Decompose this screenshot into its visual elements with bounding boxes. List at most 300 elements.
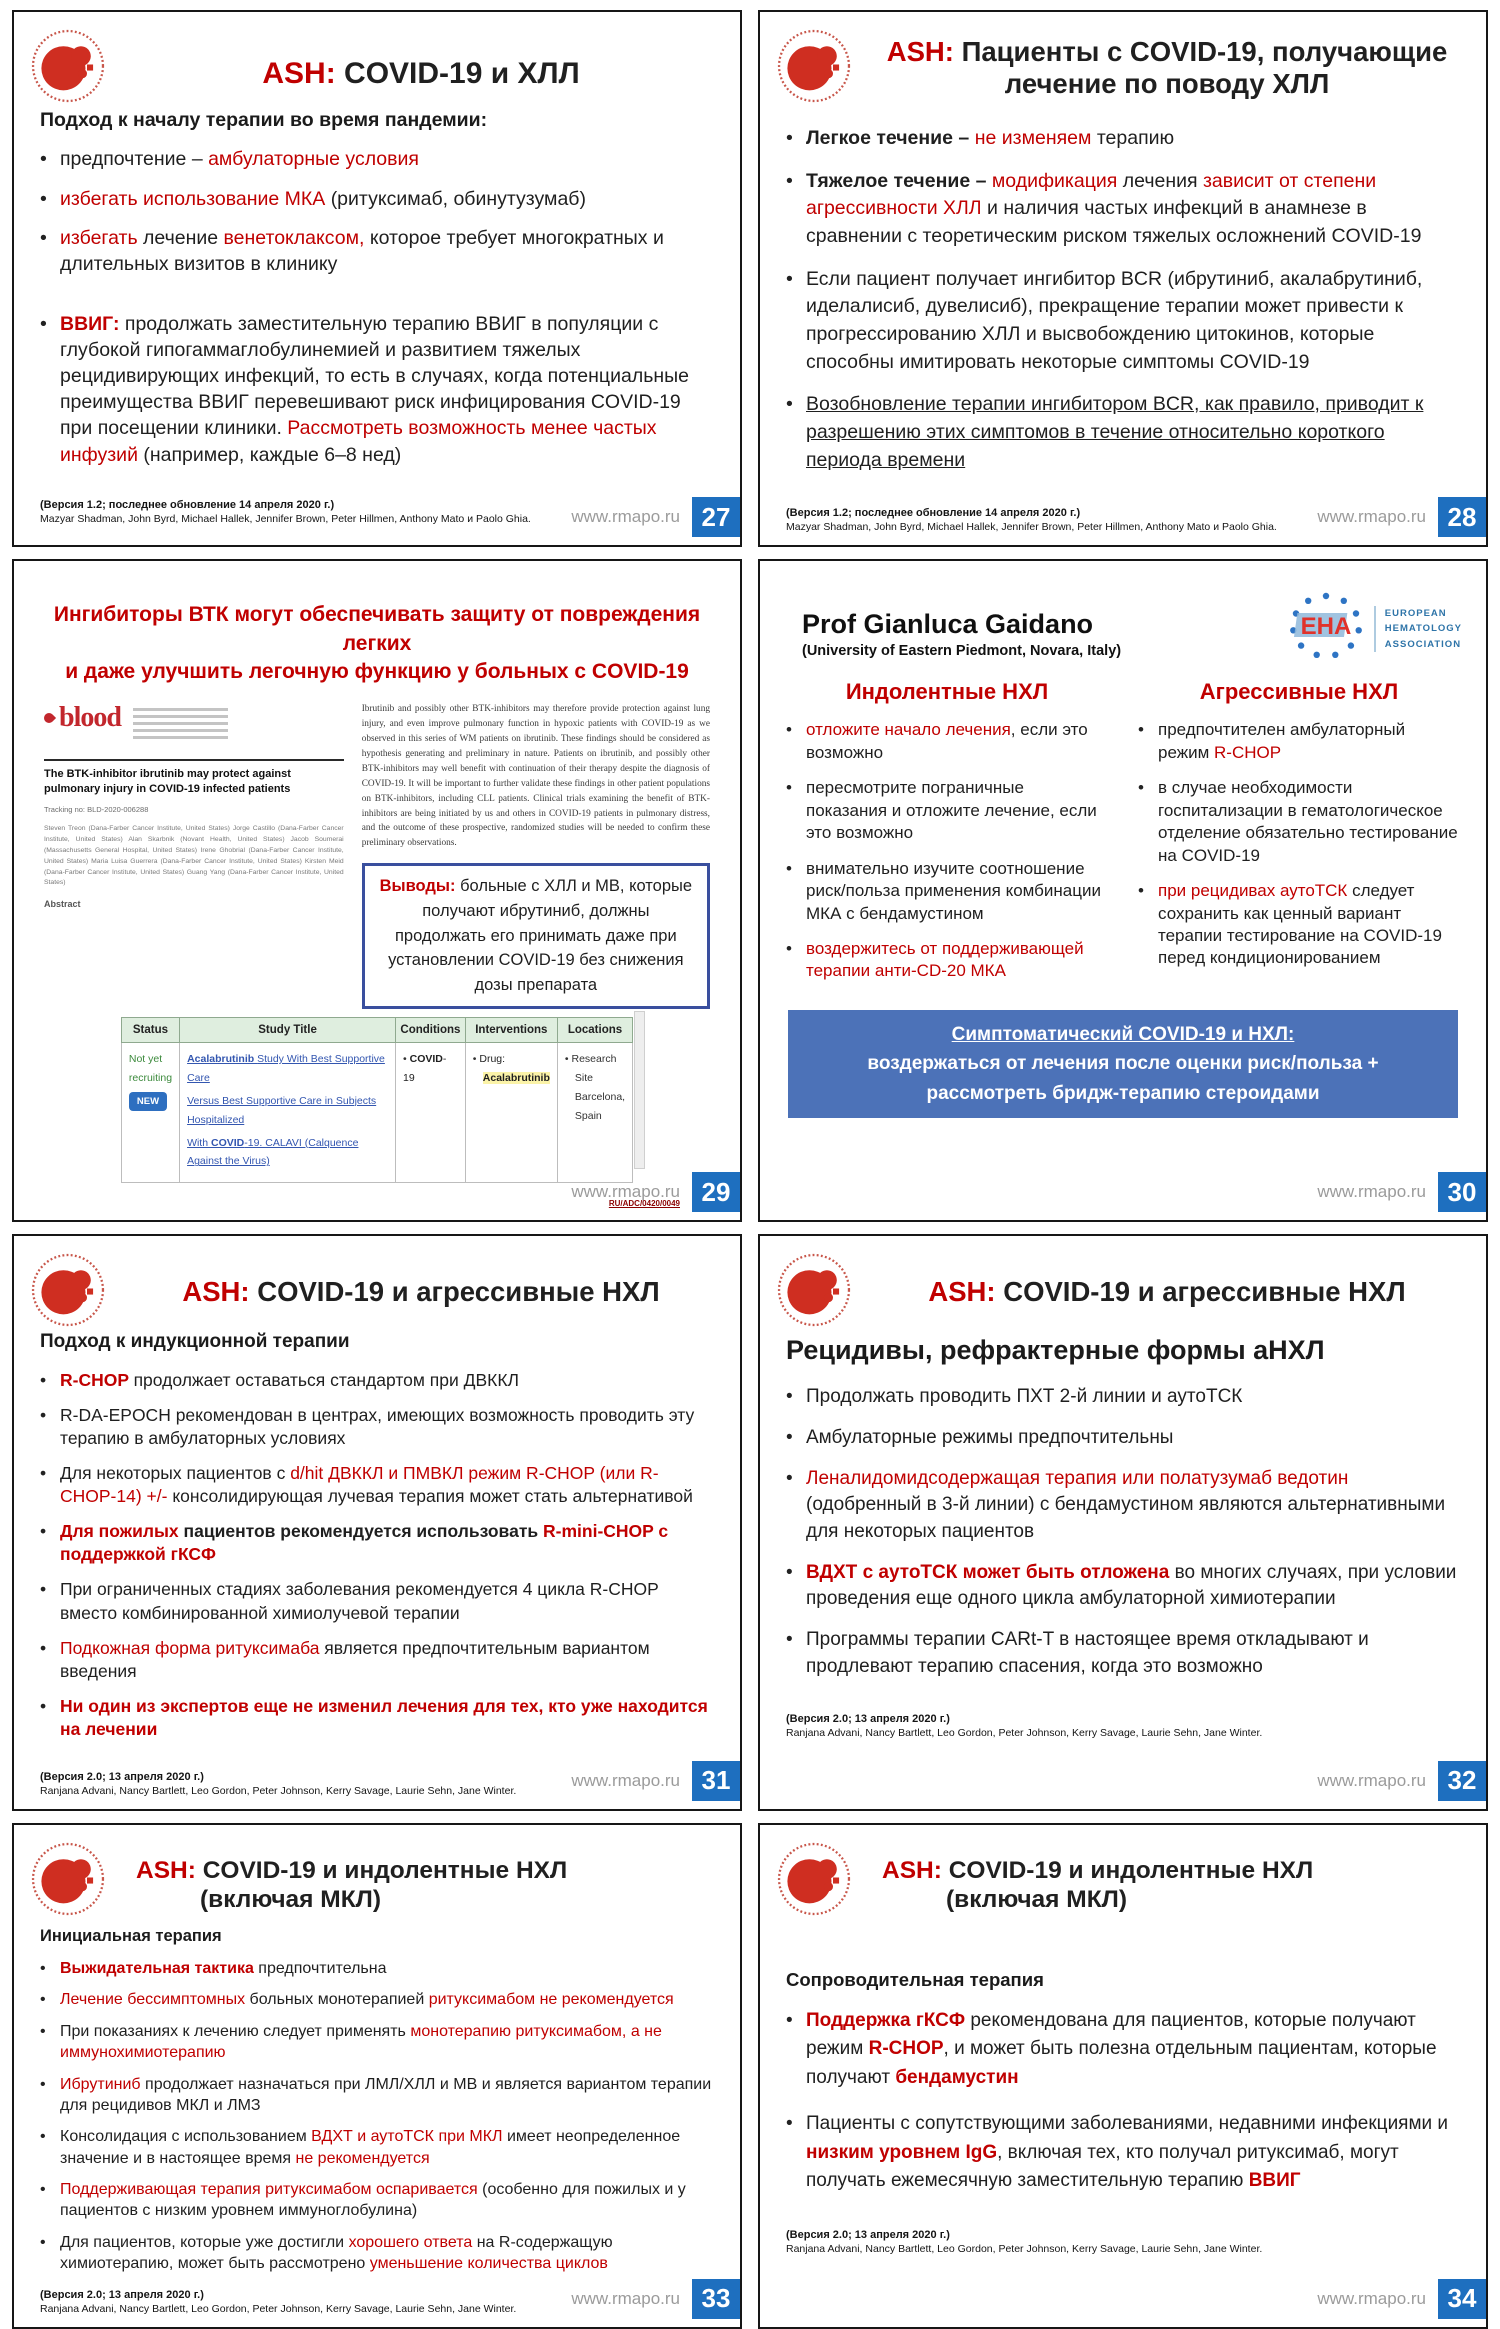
slide-34 (758, 1823, 1488, 2329)
bullet-item (40, 1578, 714, 1624)
blood-logo-word: blood (59, 702, 121, 734)
text-run: консолидирующая лучевая терапия может стать альтернативой (172, 1486, 693, 1507)
text-run: , если это возможно (806, 720, 1088, 762)
section-heading: Инициальная терапия (40, 1926, 222, 1945)
text-run: R-CHOP (1214, 742, 1282, 762)
bullet-text (60, 2021, 714, 2063)
text-run: , включая тех, кто получал ритуксимаб, могут получать ежемесячную заместительную терапию (806, 2141, 1399, 2192)
ash-prefix: ASH: (136, 1856, 203, 1884)
text-run: COVID (210, 1136, 245, 1149)
text-run: продолжает оставаться стандартом при ДВККЛ (133, 1369, 520, 1390)
slide-footer (571, 2279, 740, 2319)
bullet-text (60, 1520, 714, 1566)
bullet-marker: • (1138, 881, 1144, 901)
bullet-marker: • (786, 2009, 793, 2031)
bullet-item (786, 1627, 1460, 1679)
text-run: R-DA-EPOCH рекомендован в центрах, имеющих возможность проводить эту терапию в амбулаторных условиях (60, 1404, 695, 1448)
authors-line: Mazyar Shadman, John Byrd, Michael Hallek, Jennifer Brown, Peter Hillmen, Anthony Mato и Paolo Ghia. (40, 512, 531, 525)
section-heading: Сопроводительная терапия (786, 1968, 1044, 1990)
trial-table-head (121, 1017, 632, 1042)
bullet-marker: • (40, 1991, 46, 2009)
ash-prefix: ASH: (928, 1276, 1004, 1308)
bullet-marker: • (786, 169, 793, 192)
text-run: Консолидация с использованием (60, 2128, 312, 2146)
slide-footer (1317, 497, 1486, 537)
text-run: (одобренный в 3-й линии) с бендамустином являются альтернативными для некоторых пациентов (806, 1494, 1446, 1542)
indolent-column (786, 679, 1108, 995)
slide-title (882, 1857, 1460, 1915)
footer-url-link[interactable]: www.rmapo.ru (1317, 2288, 1426, 2308)
bullet-item (40, 2232, 714, 2274)
bullet-text (60, 1695, 714, 1741)
address-line-bar (133, 729, 228, 732)
text-run: Рассмотреть возможность менее частых инфузий (60, 417, 657, 466)
text-run: бендамустин (895, 2066, 1019, 2088)
bullet-item (40, 1520, 714, 1566)
bullet-marker: • (786, 393, 793, 416)
footer-url-link[interactable]: www.rmapo.ru (1317, 507, 1426, 527)
bullet-list (786, 1384, 1460, 1695)
eha-logo-graphic (1287, 587, 1365, 665)
bullet-marker: • (40, 1959, 46, 1977)
text-run: в случае необходимости госпитализации в гематологическое отделение обязательно тестирование на COVID-19 (1158, 778, 1458, 865)
bullet-item (786, 938, 1108, 983)
text-run: является предпочтительным вариантом введения (60, 1637, 650, 1681)
article-abstract-label: Abstract (44, 899, 81, 910)
bullet-marker: • (786, 1561, 793, 1583)
bullet-text (60, 1958, 714, 1979)
text-run: ВДХТ и аутоТСК при МКЛ (311, 2128, 507, 2146)
slide-27 (12, 10, 742, 547)
section-heading: Подход к индукционной терапии (40, 1330, 350, 1352)
slide-30 (758, 559, 1488, 1222)
ash-logo-icon (30, 1252, 106, 1328)
bullet-text (806, 938, 1108, 983)
bullet-item (40, 1462, 714, 1508)
bullet-text (60, 225, 714, 277)
journal-right-column (362, 702, 710, 1009)
text-run: Study With Best Supportive Care (187, 1052, 385, 1084)
interventions-value (473, 1069, 550, 1088)
bullet-marker: • (786, 938, 792, 958)
bullet-item (786, 858, 1108, 925)
text-run: Ни один из экспертов еще не изменил лечения для тех, кто уже находится на лечении (60, 1695, 708, 1739)
slide-title (128, 56, 714, 91)
column-heading: Агрессивные НХЛ (1199, 679, 1399, 705)
trial-table-body (121, 1042, 632, 1182)
slide-32 (758, 1234, 1488, 1811)
trial-column-header: Study Title (180, 1017, 396, 1042)
eha-text-line: HEMATOLOGY (1384, 623, 1462, 635)
text-run: Для пациентов, которые уже достигли (60, 2233, 349, 2251)
text-run: больные с ХЛЛ и МВ, которые получают ибрутиниб, должны продолжать его принимать даже при установлении COVID-19 без снижения дозы препарата (388, 877, 693, 995)
text-run: пересмотрите пограничные показания и отложите лечение, если это возможно (806, 778, 1097, 843)
bullet-text (1158, 777, 1460, 867)
text-run: отложите начало лечения (806, 720, 1011, 740)
text-run: Ибрутиниб (60, 2075, 146, 2093)
text-run: R-CHOP (60, 1369, 134, 1390)
bullet-item (786, 266, 1460, 377)
address-line-bar (133, 736, 228, 739)
version-line: (Версия 1.2; последнее обновление 14 апреля 2020 г.) (786, 507, 1081, 520)
text-run: , и может быть полезна отдельным пациентам, которые получают (806, 2038, 1437, 2088)
text-run: рекомендована для пациентов, которые получают режим (806, 2009, 1416, 2060)
section-heading: Подход к началу терапии во время пандемии: (40, 109, 488, 132)
trial-status-cell (121, 1042, 179, 1182)
bullet-text (60, 1578, 714, 1624)
bullet-item (786, 1560, 1460, 1612)
bullet-item (786, 1466, 1460, 1545)
bullet-item (786, 391, 1460, 474)
text-run: (например, каждые 6–8 нед) (143, 443, 402, 466)
ash-prefix: ASH: (886, 36, 962, 67)
bullet-text (806, 1466, 1460, 1545)
bullet-list (1138, 719, 1460, 969)
text-run: R-CHOP (868, 2038, 944, 2060)
study-title-link[interactable] (187, 1092, 388, 1130)
study-title-link[interactable] (187, 1050, 388, 1088)
banner-line: рассмотреть бридж-терапию стероидами (926, 1082, 1320, 1104)
text-run: Возобновление терапии ингибитором BCR, как правило, приводит к разрешению этих симптомов в течение относительно короткого периода времени (806, 393, 1424, 471)
bullet-text (806, 719, 1108, 764)
text-run: больных монотерапией (249, 1991, 429, 2009)
speaker-name: Prof Gianluca Gaidano (802, 609, 1094, 640)
bullet-marker: • (786, 720, 792, 740)
page-number-badge: 31 (692, 1761, 740, 1801)
bullet-list (786, 125, 1460, 490)
bullet-item (40, 1989, 714, 2010)
bullet-marker: • (40, 2128, 46, 2146)
text-run: зависит от степени агрессивности ХЛЛ (806, 169, 1377, 220)
text-run: Выжидательная тактика (60, 1959, 259, 1977)
text-run: R-mini-CHOP с поддержкой гКСФ (60, 1521, 669, 1565)
blood-journal-logo (44, 702, 121, 734)
ash-logo-graphic (776, 28, 852, 104)
text-run: модификация (991, 169, 1123, 192)
bullet-marker: • (1138, 778, 1144, 798)
text-run: Тяжелое течение – (806, 169, 992, 192)
slide-footer (1317, 2279, 1486, 2319)
text-run: При ограниченных стадиях заболевания рекомендуется 4 цикла R-CHOP вместо комбинированной химиолучевой терапии (60, 1579, 659, 1623)
bullet-item (1138, 880, 1460, 970)
address-line-bar (133, 722, 228, 725)
bullet-item (40, 1958, 714, 1979)
slide-footer (571, 1761, 740, 1801)
bullet-text (60, 311, 714, 468)
text-run: во многих случаях, при условии проведения еще одного цикла амбулаторной химиотерапии (806, 1561, 1457, 1610)
slide-33 (12, 1823, 742, 2329)
bullet-marker: • (40, 312, 47, 335)
text-run: Лечение бессимптомных (60, 1991, 250, 2009)
bullet-text (806, 266, 1460, 377)
slide-title-line (874, 1276, 1460, 1308)
slide-footer (571, 497, 740, 537)
locations-text: • Research (564, 1052, 617, 1065)
bullet-list (40, 1958, 714, 2285)
column-heading: Индолентные НХЛ (845, 679, 1049, 705)
bullet-marker: • (786, 2113, 793, 2135)
bullet-text (806, 777, 1108, 844)
bullet-marker: • (40, 2233, 46, 2251)
text-run: воздержитесь от поддерживающей терапии анти-CD-20 МКА (806, 938, 1084, 981)
text-run: Если пациент получает ингибитор BCR (ибрутиниб, акалабрутиниб, иделалисиб, дувелисиб), прекращение терапии может привести к прогрессированию ХЛЛ и высвобождению цитокинов, которые способны имитировать некоторые симптомы COVID-19 (806, 267, 1423, 373)
text-run: уменьшение количества циклов (369, 2254, 608, 2272)
text-run: ВДХТ с аутоТСК может быть отложена (806, 1561, 1175, 1583)
slide-title (128, 1276, 714, 1308)
text-run: не рекомендуется (295, 2149, 430, 2167)
ash-logo-graphic (776, 1841, 852, 1917)
trial-interventions-cell (465, 1042, 557, 1182)
ash-logo-icon (30, 28, 106, 104)
bullet-item (1138, 719, 1460, 764)
text-run: -19 (403, 1052, 447, 1084)
journal-screenshot (44, 702, 710, 1009)
text-run: COVID (409, 1052, 443, 1065)
slide-title-line (128, 1276, 714, 1308)
bullet-text (806, 2110, 1460, 2196)
text-run: ВВИГ: (60, 312, 125, 335)
text-run: -19. CALAVI (Calquence Against the Virus) (187, 1136, 359, 1168)
bullet-item (40, 1404, 714, 1450)
text-run: продолжать заместительную терапию ВВИГ в популяции с глубокой гипогаммаглобулинемией и развитием тяжелых рецидивирующих инфекций, то есть в случаях, когда потенциальные преимущества ВВИГ перевешивают риск инфицирования COVID-19 при посещении клиники. (60, 312, 689, 440)
bullet-text (60, 1637, 714, 1683)
footer-url-link[interactable]: www.rmapo.ru (1317, 1182, 1426, 1202)
bullet-marker: • (40, 1637, 47, 1658)
speaker-affiliation: (University of Eastern Piedmont, Novara, Italy) (802, 643, 1122, 660)
bullet-text (806, 391, 1460, 474)
bullet-text (60, 1462, 714, 1508)
text-run: лечения (1122, 169, 1203, 192)
text-run: Поддерживающая терапия ритуксимабом оспаривается (60, 2181, 483, 2199)
bullet-item (40, 1695, 714, 1741)
ash-logo-icon (30, 1841, 106, 1917)
clinical-trial-table (121, 1017, 633, 1183)
title-text: COVID-19 и индолентные НХЛ (202, 1856, 568, 1884)
text-run: Для некоторых пациентов с (60, 1463, 291, 1484)
article-authors-blob: Steven Treon (Dana-Farber Cancer Institute, United States) Jorge Castillo (Dana-Farber Cancer Institute, United States) Alan Skarbnik (Novant Health, United States) Jacob Soumerai (Massachusetts General Hospital, United States) Irene Ghobrial (Dana-Farber Cancer Institute, United States) Maria Luisa Guerrera (Dana-Farber Cancer Institute, United States) Kirsten Meid (Dana-Farber Cancer Institute, United States) Guang Yang (Dana-Farber Cancer Institute, United States) (44, 825, 344, 887)
bullet-text (60, 146, 714, 172)
bullet-text (806, 858, 1108, 925)
slide-title-line: (включая МКЛ) (200, 1885, 381, 1913)
text-run: (ритуксимаб, обинутузумаб) (330, 187, 586, 210)
trial-column-header: Interventions (465, 1017, 557, 1042)
bullet-marker: • (40, 187, 47, 210)
address-line-bar (133, 715, 228, 718)
ash-logo-graphic (30, 1841, 106, 1917)
bullet-item (40, 2126, 714, 2168)
text-run: Леналидомидсодержащая терапия или полатузумаб ведотин (806, 1468, 1349, 1490)
authors-line: Ranjana Advani, Nancy Bartlett, Leo Gordon, Peter Johnson, Kerry Savage, Laurie Sehn, Jane Winter. (40, 2302, 517, 2315)
trial-header-row (121, 1017, 632, 1042)
banner-line: воздержаться от лечения после оценки риск/польза + (867, 1053, 1379, 1075)
banner-line: Симптоматический COVID-19 и НХЛ: (951, 1023, 1295, 1045)
slide-title-line: и даже улучшить легочную функцию у больных с COVID-19 (65, 660, 689, 684)
bullet-item (40, 225, 714, 277)
bullet-item (786, 1425, 1460, 1451)
text-run: имеет неопределенное значение и в настоящее время (60, 2128, 681, 2167)
conditions-text: • COVID-19 (403, 1052, 447, 1084)
article-headline: The BTK-inhibitor ibrutinib may protect against pulmonary injury in COVID-19 infected patients (44, 759, 344, 796)
text-run: Для пожилых (60, 1521, 184, 1542)
text-run: внимательно изучите соотношение риск/польза применения комбинации МКА с бендамустином (806, 858, 1101, 923)
credits-block (786, 2229, 1460, 2255)
text-run: хорошего ответа (348, 2233, 477, 2251)
ash-prefix: ASH: (262, 57, 345, 90)
page-number-badge: 34 (1438, 2279, 1486, 2319)
footer-url-link[interactable]: www.rmapo.ru (571, 507, 680, 527)
bullet-item (786, 125, 1460, 153)
slide-title (40, 601, 714, 686)
eha-logo-text (1374, 606, 1462, 652)
title-text: COVID-19 и индолентные НХЛ (948, 1856, 1314, 1884)
title-text: COVID-19 и агрессивные НХЛ (1003, 1276, 1406, 1308)
footer-url-link[interactable]: www.rmapo.ru (571, 1770, 680, 1790)
trial-column-header: Status (121, 1017, 179, 1042)
page-number-badge: 30 (1438, 1172, 1486, 1212)
authors-line: Ranjana Advani, Nancy Bartlett, Leo Gordon, Peter Johnson, Kerry Savage, Laurie Sehn, Jane Winter. (786, 1726, 1263, 1739)
title-text: COVID-19 и агрессивные НХЛ (257, 1276, 660, 1308)
text-run: Продолжать проводить ПХТ 2-й линии и аутоТСК (806, 1385, 1243, 1407)
bullet-text (806, 1425, 1460, 1451)
bullet-item (786, 777, 1108, 844)
text-run: продолжает назначаться при ЛМЛ/ХЛЛ и МВ и является вариантом терапии для рецидивов МКЛ и ЛМЗ (60, 2075, 712, 2114)
slide-title (136, 1857, 714, 1915)
bullet-text (806, 125, 1460, 153)
locations-text: Barcelona, (574, 1090, 626, 1103)
bullet-marker: • (1138, 720, 1144, 740)
text-run: и наличия частых инфекций в анамнезе в сравнении с теоретическим риском тяжелых осложнений COVID-19 (806, 197, 1422, 247)
ash-logo-graphic (776, 1252, 852, 1328)
ash-prefix: ASH: (182, 1276, 258, 1308)
bullet-marker: • (40, 1369, 47, 1390)
text-run: Acalabrutinib (187, 1052, 258, 1065)
article-body-text: Ibrutinib and possibly other BTK-inhibitors may therefore provide protection against lung injury, and even improve pulmonary function in hypoxic patients with COVID-19 as we observed in this series of WM patients on ibrutinib. These findings should be considered as hypothesis generating and preliminary in nature. Patients on ibrutinib, and possibly other BTK-inhibitors may well benefit with continuation of their therapy despite the diagnosis of COVID-19. It will be important to further validate these findings in other patient populations on BTK-inhibitors, including CLL patients. Clinical trials examining the benefit of BTK-inhibitors are being initiated by us and others in COVID-19 patients in pulmonary distress, and the outcome of these prospective, randomized studies will be needed to confirm these preliminary observations. (361, 704, 710, 849)
bullet-text (806, 2007, 1460, 2093)
text-run: Acalabrutinib (482, 1071, 550, 1084)
authors-line: Ranjana Advani, Nancy Bartlett, Leo Gordon, Peter Johnson, Kerry Savage, Laurie Sehn, Jane Winter. (786, 2242, 1263, 2255)
bullet-marker: • (40, 2181, 46, 2199)
bullet-item (40, 146, 714, 172)
study-title-link[interactable] (187, 1134, 388, 1172)
footer-url-link[interactable]: www.rmapo.ru (571, 2288, 680, 2308)
text-run: ВВИГ (1248, 2170, 1301, 2192)
bullet-marker: • (786, 126, 793, 149)
credits-block (786, 1713, 1460, 1739)
page-number-badge: 29 (692, 1172, 740, 1212)
text-run: ритуксимабом не рекомендуется (428, 1991, 674, 2009)
text-run: d/hit ДВККЛ и ПМВКЛ режим R-CHOP (или R-CHOP-14) +/- (60, 1463, 659, 1507)
authors-line: Mazyar Shadman, John Byrd, Michael Hallek, Jennifer Brown, Peter Hillmen, Anthony Mato и Paolo Ghia. (786, 521, 1277, 534)
version-line: (Версия 2.0; 13 апреля 2020 г.) (786, 2228, 950, 2241)
bullet-text (806, 168, 1460, 251)
text-run: Программы терапии CARt-T в настоящее время откладывают и продлевают терапию спасения, когда это возможно (806, 1629, 1369, 1677)
slide-title-line (882, 1857, 1460, 1886)
text-run: низким уровнем IgG (806, 2141, 998, 2163)
bullet-text (60, 2126, 714, 2168)
text-run: избегать использование МКА (60, 187, 331, 210)
locations-text: Site (574, 1071, 593, 1084)
text-run: избегать (60, 226, 144, 249)
slide-title-line (874, 36, 1460, 68)
bullet-text (806, 1560, 1460, 1612)
bullet-text (60, 186, 714, 212)
bullet-text (806, 1384, 1460, 1410)
text-run: При показаниях к лечению следует применять (60, 2023, 411, 2040)
footer-url-link[interactable]: www.rmapo.ru (571, 1182, 680, 1202)
bullet-marker: • (40, 2023, 46, 2040)
text-run: при рецидивах аутоТСК (1158, 881, 1353, 901)
text-run: Легкое течение – (806, 126, 975, 149)
slide-title-line (136, 1857, 714, 1886)
journal-address-lines (133, 702, 228, 739)
text-run: предпочтителен амбулаторный режим (1158, 720, 1406, 762)
slide-title-line (128, 56, 714, 91)
text-run: With (187, 1136, 211, 1149)
bullet-item (40, 2074, 714, 2116)
bullet-marker: • (786, 267, 793, 290)
bullet-item (786, 1384, 1460, 1410)
slide-footer (571, 1172, 740, 1212)
journal-masthead (44, 702, 344, 739)
two-column-layout (786, 679, 1460, 995)
ash-logo-graphic (30, 28, 106, 104)
page-number-badge: 27 (692, 497, 740, 537)
bullet-item (40, 2021, 714, 2063)
bullet-marker: • (40, 2075, 46, 2093)
bullet-text (60, 1369, 714, 1392)
bullet-marker: • (786, 858, 792, 878)
text-run: терапию (1096, 126, 1175, 149)
address-line-bar (133, 708, 228, 711)
text-run: Поддержка гКСФ (806, 2009, 971, 2031)
slide-footer (1317, 1172, 1486, 1212)
journal-left-column (44, 702, 344, 1009)
blood-drop-icon (42, 711, 56, 725)
eha-logo (1287, 587, 1462, 670)
slide-29 (12, 559, 742, 1222)
page-number-badge: 32 (1438, 1761, 1486, 1801)
bullet-list (40, 146, 714, 480)
trial-row (121, 1042, 632, 1182)
bullet-marker: • (40, 1404, 47, 1425)
slide-title-line: (включая МКЛ) (946, 1885, 1127, 1913)
bullet-marker: • (40, 1521, 47, 1542)
bullet-text (1158, 880, 1460, 970)
bullet-marker: • (40, 1463, 47, 1484)
aggressive-column (1138, 679, 1460, 995)
bullet-marker: • (786, 1468, 793, 1490)
text-run: амбулаторные условия (208, 148, 419, 171)
bullet-marker: • (786, 1426, 793, 1448)
slide-title (874, 1276, 1460, 1308)
version-line: (Версия 2.0; 13 апреля 2020 г.) (786, 1712, 950, 1725)
page-number-badge: 28 (1438, 497, 1486, 537)
bullet-item (786, 168, 1460, 251)
ash-logo-icon (776, 28, 852, 104)
text-run: Амбулаторные режимы предпочтительны (806, 1426, 1174, 1448)
trial-column-header: Conditions (396, 1017, 466, 1042)
footer-url-link[interactable]: www.rmapo.ru (1317, 1770, 1426, 1790)
bullet-item (40, 1369, 714, 1392)
title-text: Пациенты с COVID-19, получающие (961, 36, 1448, 67)
authors-line: Ranjana Advani, Nancy Bartlett, Leo Gordon, Peter Johnson, Kerry Savage, Laurie Sehn, Jane Winter. (40, 1784, 517, 1797)
trial-conditions-cell (396, 1042, 466, 1182)
version-line: (Версия 1.2; последнее обновление 14 апреля 2020 г.) (40, 498, 335, 511)
text-run: пациентов рекомендуется использовать (183, 1521, 544, 1542)
slide-31 (12, 1234, 742, 1811)
bullet-text (1158, 719, 1460, 764)
bullet-item (786, 2007, 1460, 2093)
